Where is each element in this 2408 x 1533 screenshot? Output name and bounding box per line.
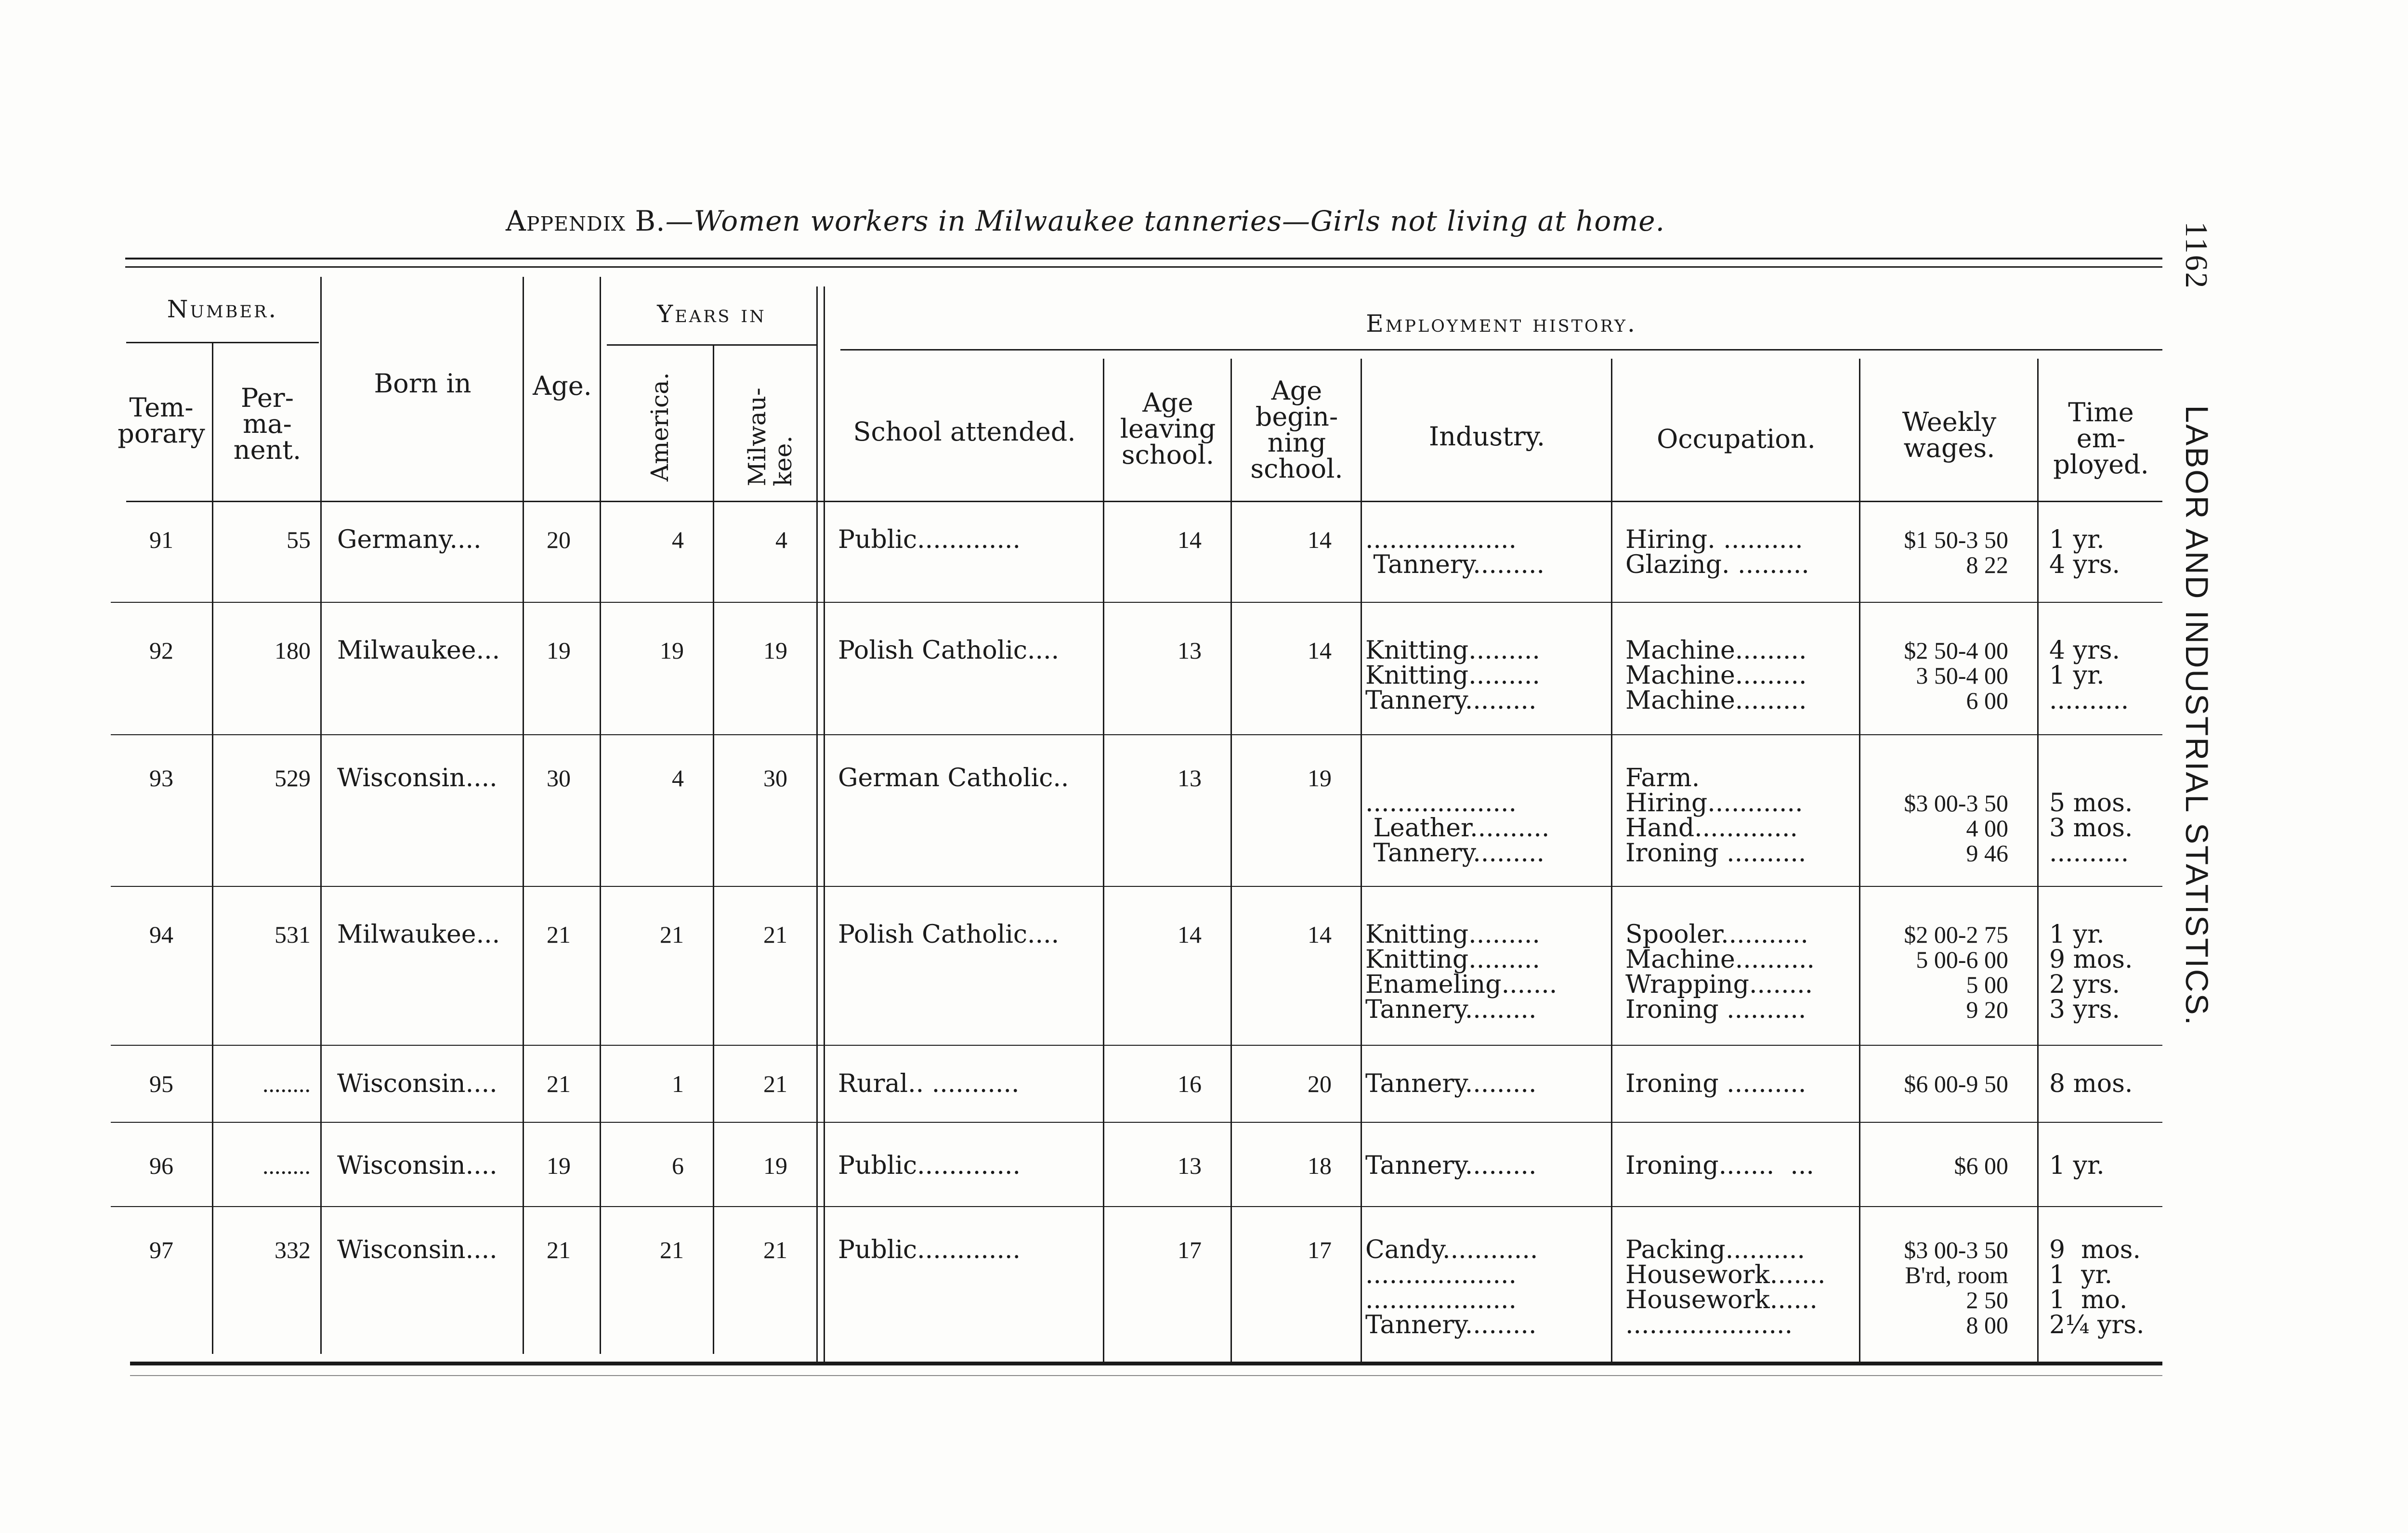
- cell-age-beginning: 20: [1308, 1070, 1332, 1097]
- cell-school: Polish Catholic....: [838, 636, 1060, 665]
- row-rule: [111, 1122, 2162, 1123]
- cell-time: 1 yr.: [2049, 525, 2105, 554]
- cell-wages: $1 50-3 50: [1904, 526, 2008, 553]
- age-header: Age.: [533, 371, 592, 401]
- cell-wages: $6 00: [1954, 1152, 2008, 1179]
- years-in-header: Years in: [657, 300, 766, 328]
- cell-age: 21: [547, 1236, 571, 1263]
- cell-occupation: Housework......: [1625, 1286, 1818, 1314]
- cell-industry: Tannery.........: [1365, 995, 1537, 1024]
- col-divider: [320, 277, 322, 1354]
- cell-occupation: Packing..........: [1625, 1235, 1805, 1264]
- cell-time: 1 yr.: [2049, 920, 2105, 949]
- cell-america: 1: [672, 1070, 684, 1097]
- age-beginning-header: Age begin- ning school.: [1250, 376, 1343, 484]
- cell-temporary: 94: [149, 921, 173, 948]
- cell-industry: Leather..........: [1365, 814, 1550, 843]
- page-title: [506, 205, 1665, 237]
- cell-time: ..........: [2049, 686, 2129, 715]
- cell-temporary: 95: [149, 1070, 173, 1097]
- cell-born-in: Milwaukee...: [337, 636, 500, 665]
- cell-time: 9 mos.: [2049, 945, 2133, 974]
- cell-wages: 2 50: [1966, 1286, 2008, 1313]
- cell-occupation: Wrapping........: [1625, 970, 1813, 999]
- temporary-header: Tem- porary: [118, 392, 205, 449]
- cell-occupation: Ironing ..........: [1625, 995, 1806, 1024]
- cell-school: German Catholic..: [838, 764, 1069, 792]
- cell-america: 4: [672, 526, 684, 553]
- cell-permanent: ........: [262, 1070, 311, 1097]
- cell-born-in: Wisconsin....: [337, 1069, 497, 1098]
- title-italic: —Women workers in Milwaukee tanneries—Girls not living at home.: [665, 205, 1665, 237]
- cell-industry: Tannery.........: [1365, 1151, 1537, 1180]
- cell-time: 5 mos.: [2049, 789, 2133, 818]
- cell-age: 20: [547, 526, 571, 553]
- cell-wages: 8 22: [1966, 551, 2008, 578]
- row-rule: [111, 734, 2162, 735]
- cell-age-leaving: 16: [1178, 1070, 1202, 1097]
- cell-school: Rural.. ...........: [838, 1069, 1020, 1098]
- cell-permanent: 529: [275, 765, 311, 792]
- cell-milwaukee: 4: [775, 526, 787, 553]
- row-rule: [111, 602, 2162, 603]
- cell-industry: Knitting.........: [1365, 945, 1540, 974]
- cell-industry: ...................: [1365, 789, 1517, 818]
- industry-header: Industry.: [1428, 421, 1545, 452]
- cell-wages: B'rd, room: [1905, 1261, 2008, 1288]
- cell-school: Public.............: [838, 1235, 1021, 1264]
- appendix-label: Appendix B.: [506, 205, 666, 237]
- col-divider: [212, 343, 213, 1354]
- cell-born-in: Germany....: [337, 525, 482, 554]
- cell-born-in: Wisconsin....: [337, 764, 497, 792]
- cell-time: 1 yr.: [2049, 1260, 2113, 1289]
- bottom-rule: [130, 1362, 2162, 1365]
- cell-temporary: 91: [149, 526, 173, 553]
- number-group-rule: [126, 342, 319, 343]
- col-divider: [2037, 359, 2039, 1364]
- cell-time: 2 yrs.: [2049, 970, 2120, 999]
- cell-born-in: Wisconsin....: [337, 1151, 497, 1180]
- cell-age: 19: [547, 637, 571, 664]
- col-divider: [1103, 359, 1104, 1364]
- cell-industry: ...................: [1365, 525, 1517, 554]
- cell-wages: $2 50-4 00: [1904, 637, 2008, 664]
- header-bottom-rule: [126, 501, 2162, 502]
- cell-wages: $6 00-9 50: [1904, 1070, 2008, 1097]
- cell-age-leaving: 14: [1178, 921, 1202, 948]
- cell-america: 21: [660, 921, 684, 948]
- cell-occupation: Housework.......: [1625, 1260, 1826, 1289]
- cell-wages: 3 50-4 00: [1916, 662, 2008, 689]
- col-divider: [1859, 359, 1860, 1364]
- cell-wages: 8 00: [1966, 1312, 2008, 1338]
- cell-occupation: Machine.........: [1625, 636, 1807, 665]
- page-number: 1162: [2179, 221, 2214, 290]
- cell-temporary: 97: [149, 1236, 173, 1263]
- cell-occupation: Ironing ..........: [1625, 1069, 1806, 1098]
- time-employed-header: Time em- ployed.: [2053, 397, 2149, 480]
- cell-temporary: 93: [149, 765, 173, 792]
- age-leaving-header: Age leaving school.: [1120, 388, 1216, 470]
- cell-wages: 9 46: [1966, 840, 2008, 867]
- cell-age-beginning: 17: [1308, 1236, 1332, 1263]
- cell-industry: Knitting.........: [1365, 920, 1540, 949]
- col-divider: [1230, 359, 1232, 1364]
- cell-milwaukee: 21: [763, 921, 787, 948]
- cell-time: 2¼ yrs.: [2049, 1311, 2145, 1339]
- col-divider: [816, 286, 818, 1364]
- born-in-header: Born in: [374, 368, 471, 399]
- cell-wages: 9 20: [1966, 996, 2008, 1023]
- cell-time: 3 yrs.: [2049, 995, 2120, 1024]
- cell-wages: 5 00-6 00: [1916, 946, 2008, 973]
- number-group-header: Number.: [167, 295, 278, 323]
- cell-america: 19: [660, 637, 684, 664]
- cell-age-leaving: 13: [1178, 1152, 1202, 1179]
- cell-america: 6: [672, 1152, 684, 1179]
- cell-industry: Tannery.........: [1365, 839, 1545, 868]
- cell-age-beginning: 14: [1308, 637, 1332, 664]
- cell-occupation: Spooler...........: [1625, 920, 1808, 949]
- cell-industry: Tannery.........: [1365, 686, 1537, 715]
- cell-occupation: Hiring............: [1625, 789, 1803, 818]
- cell-school: Public.............: [838, 1151, 1021, 1180]
- cell-permanent: 332: [275, 1236, 311, 1263]
- col-divider: [600, 277, 601, 1354]
- cell-permanent: 55: [287, 526, 311, 553]
- cell-occupation: Ironing ..........: [1625, 839, 1806, 868]
- cell-permanent: 180: [275, 637, 311, 664]
- cell-wages: 6 00: [1966, 687, 2008, 714]
- cell-occupation: Machine.........: [1625, 686, 1807, 715]
- cell-milwaukee: 21: [763, 1070, 787, 1097]
- cell-occupation: Machine.........: [1625, 661, 1807, 690]
- school-header: School attended.: [853, 416, 1076, 447]
- top-rule-2: [125, 266, 2162, 268]
- row-rule: [111, 1206, 2162, 1207]
- cell-age-beginning: 19: [1308, 765, 1332, 792]
- cell-wages: 5 00: [1966, 971, 2008, 998]
- cell-time: 4 yrs.: [2049, 550, 2120, 579]
- cell-wages: $3 00-3 50: [1904, 1236, 2008, 1263]
- cell-occupation: .....................: [1625, 1311, 1793, 1339]
- cell-school: Public.............: [838, 525, 1021, 554]
- col-divider: [1611, 359, 1612, 1364]
- cell-born-in: Milwaukee...: [337, 920, 500, 949]
- employment-history-header: Employment history.: [1366, 310, 1637, 338]
- cell-time: 9 mos.: [2049, 1235, 2141, 1264]
- cell-occupation: Ironing....... ...: [1625, 1151, 1814, 1180]
- cell-age-beginning: 14: [1308, 526, 1332, 553]
- cell-industry: Knitting.........: [1365, 636, 1540, 665]
- cell-industry: Candy............: [1365, 1235, 1538, 1264]
- weekly-wages-header: Weekly wages.: [1902, 407, 1997, 463]
- occupation-header: Occupation.: [1657, 424, 1816, 454]
- cell-age-leaving: 14: [1178, 526, 1202, 553]
- cell-permanent: ........: [262, 1152, 311, 1179]
- cell-occupation: Hand.............: [1625, 814, 1798, 843]
- col-divider: [523, 277, 524, 1354]
- cell-wages: 4 00: [1966, 815, 2008, 842]
- cell-age: 30: [547, 765, 571, 792]
- permanent-header: Per- ma- nent.: [233, 383, 301, 465]
- cell-occupation: Glazing. .........: [1625, 550, 1809, 579]
- cell-milwaukee: 19: [763, 1152, 787, 1179]
- cell-occupation: Farm.: [1625, 764, 1700, 792]
- cell-time: 1 yr.: [2049, 1151, 2105, 1180]
- cell-wages: $2 00-2 75: [1904, 921, 2008, 948]
- cell-age-beginning: 18: [1308, 1152, 1332, 1179]
- top-rule-1: [125, 258, 2162, 260]
- cell-age: 21: [547, 921, 571, 948]
- cell-wages: $3 00-3 50: [1904, 790, 2008, 817]
- row-rule: [111, 1045, 2162, 1046]
- cell-industry: Enameling.......: [1365, 970, 1557, 999]
- row-rule: [111, 886, 2162, 887]
- running-head-text: LABOR AND INDUSTRIAL STATISTICS.: [2179, 405, 2215, 1026]
- cell-age: 19: [547, 1152, 571, 1179]
- col-divider: [713, 344, 714, 1354]
- cell-industry: Tannery.........: [1365, 1069, 1537, 1098]
- cell-america: 4: [672, 765, 684, 792]
- years-group-rule: [607, 344, 816, 346]
- col-divider: [824, 286, 825, 1364]
- cell-time: 1 yr.: [2049, 661, 2105, 690]
- cell-time: 1 mo.: [2049, 1286, 2128, 1314]
- cell-time: 3 mos.: [2049, 814, 2133, 843]
- bottom-rule-thin: [130, 1375, 2162, 1376]
- cell-school: Polish Catholic....: [838, 920, 1060, 949]
- milwaukee-header: Milwau- kee.: [743, 388, 797, 486]
- cell-permanent: 531: [275, 921, 311, 948]
- cell-industry: Tannery.........: [1365, 550, 1545, 579]
- america-header: America.: [646, 372, 674, 481]
- col-divider: [1361, 359, 1362, 1364]
- cell-age-leaving: 17: [1178, 1236, 1202, 1263]
- cell-born-in: Wisconsin....: [337, 1235, 497, 1264]
- cell-milwaukee: 30: [763, 765, 787, 792]
- running-head: [2158, 221, 2215, 1329]
- cell-milwaukee: 19: [763, 637, 787, 664]
- cell-industry: Knitting.........: [1365, 661, 1540, 690]
- cell-america: 21: [660, 1236, 684, 1263]
- cell-industry: ...................: [1365, 1260, 1517, 1289]
- cell-temporary: 96: [149, 1152, 173, 1179]
- cell-occupation: Machine..........: [1625, 945, 1815, 974]
- cell-time: 4 yrs.: [2049, 636, 2120, 665]
- cell-industry: ...................: [1365, 1286, 1517, 1314]
- cell-age: 21: [547, 1070, 571, 1097]
- cell-temporary: 92: [149, 637, 173, 664]
- cell-time: ..........: [2049, 839, 2129, 868]
- cell-time: 8 mos.: [2049, 1069, 2133, 1098]
- cell-industry: Tannery.........: [1365, 1311, 1537, 1339]
- cell-milwaukee: 21: [763, 1236, 787, 1263]
- cell-age-leaving: 13: [1178, 765, 1202, 792]
- cell-age-leaving: 13: [1178, 637, 1202, 664]
- employment-group-rule: [840, 349, 2162, 351]
- cell-occupation: Hiring. ..........: [1625, 525, 1803, 554]
- cell-age-beginning: 14: [1308, 921, 1332, 948]
